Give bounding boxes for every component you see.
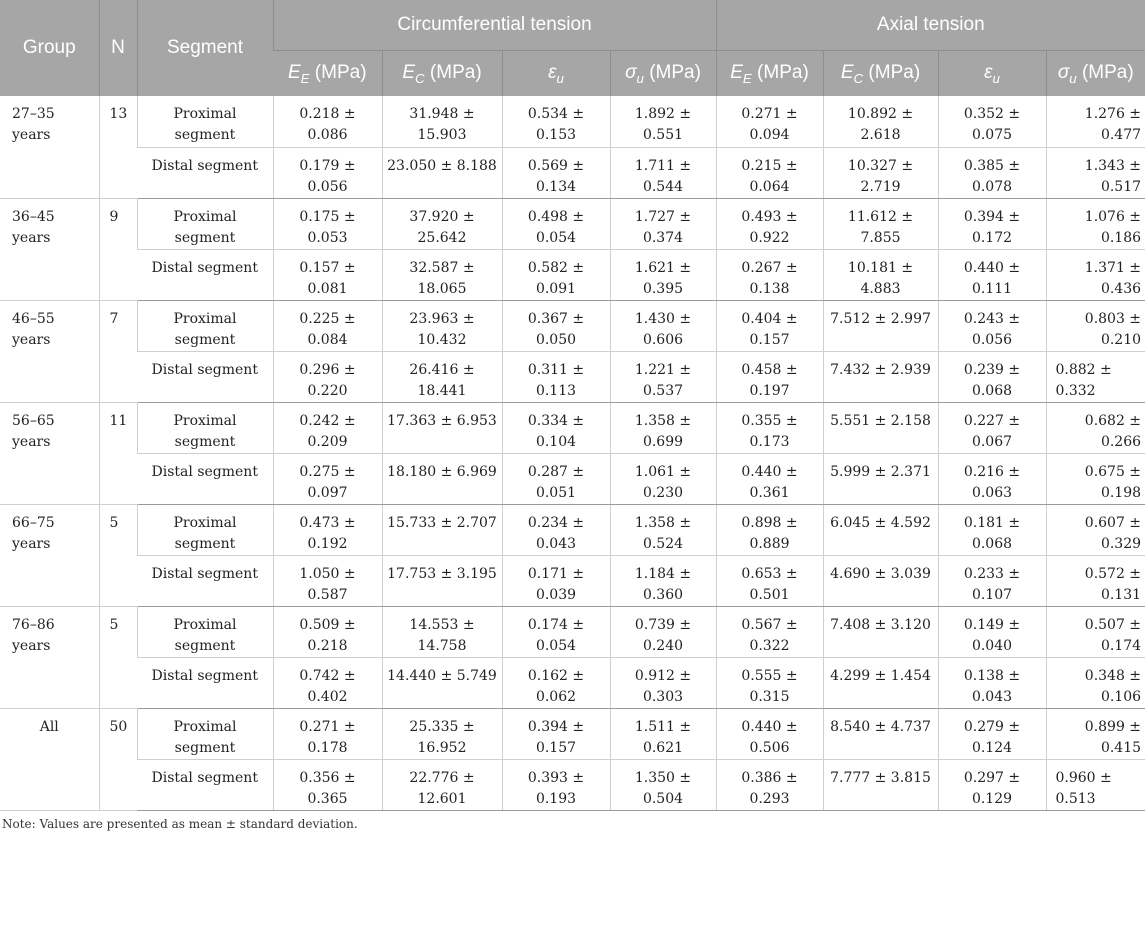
cell-value: 0.473 ± 0.192 (273, 504, 382, 555)
table-row (0, 657, 1145, 708)
cell-value: 0.355 ± 0.173 (716, 402, 823, 453)
cell-value: 0.367 ± 0.050 (502, 300, 610, 351)
n-value: 9 (99, 198, 137, 300)
cell-value: 31.948 ± 15.903 (382, 96, 502, 147)
cell-value: 10.892 ± 2.618 (823, 96, 938, 147)
n-value: 11 (99, 402, 137, 504)
cell-value: 1.221 ± 0.537 (610, 351, 716, 402)
cell-value: 0.458 ± 0.197 (716, 351, 823, 402)
n-value: 7 (99, 300, 137, 402)
group-label: 56–65 years (0, 402, 99, 504)
table-row (0, 351, 1145, 402)
cell-value: 0.334 ± 0.104 (502, 402, 610, 453)
cell-value: 0.138 ± 0.043 (938, 657, 1046, 708)
cell-value: 0.882 ± 0.332 (1046, 351, 1145, 402)
cell-value: 0.440 ± 0.111 (938, 249, 1046, 300)
cell-value: 1.358 ± 0.699 (610, 402, 716, 453)
cell-value: 0.311 ± 0.113 (502, 351, 610, 402)
cell-value: 0.271 ± 0.178 (273, 708, 382, 759)
header-circ-su: $\sigma_u$ (MPa) (610, 51, 716, 97)
cell-value: 0.675 ± 0.198 (1046, 453, 1145, 504)
segment-label: Proximal segment (137, 96, 273, 147)
cell-value: 0.267 ± 0.138 (716, 249, 823, 300)
group-label: 27–35 years (0, 96, 99, 198)
cell-value: 0.297 ± 0.129 (938, 759, 1046, 810)
cell-value: 1.621 ± 0.395 (610, 249, 716, 300)
cell-value: 0.149 ± 0.040 (938, 606, 1046, 657)
cell-value: 32.587 ± 18.065 (382, 249, 502, 300)
header-circ-eu: $\varepsilon_u$ (502, 51, 610, 97)
table-row (0, 147, 1145, 198)
cell-value: 0.653 ± 0.501 (716, 555, 823, 606)
n-value: 50 (99, 708, 137, 810)
cell-value: 1.184 ± 0.360 (610, 555, 716, 606)
segment-label: Distal segment (137, 759, 273, 810)
cell-value: 0.742 ± 0.402 (273, 657, 382, 708)
group-label: All (0, 708, 99, 810)
cell-value: 0.157 ± 0.081 (273, 249, 382, 300)
segment-label: Proximal segment (137, 504, 273, 555)
cell-value: 1.727 ± 0.374 (610, 198, 716, 249)
cell-value: 4.690 ± 3.039 (823, 555, 938, 606)
cell-value: 0.567 ± 0.322 (716, 606, 823, 657)
cell-value: 0.227 ± 0.067 (938, 402, 1046, 453)
cell-value: 0.356 ± 0.365 (273, 759, 382, 810)
cell-value: 1.343 ± 0.517 (1046, 147, 1145, 198)
cell-value: 0.572 ± 0.131 (1046, 555, 1145, 606)
cell-value: 0.898 ± 0.889 (716, 504, 823, 555)
cell-value: 0.960 ± 0.513 (1046, 759, 1145, 810)
cell-value: 14.553 ± 14.758 (382, 606, 502, 657)
cell-value: 0.569 ± 0.134 (502, 147, 610, 198)
header-axial-su: $\sigma_u$ (MPa) (1046, 51, 1145, 97)
cell-value: 1.892 ± 0.551 (610, 96, 716, 147)
cell-value: 0.287 ± 0.051 (502, 453, 610, 504)
cell-value: 0.296 ± 0.220 (273, 351, 382, 402)
cell-value: 11.612 ± 7.855 (823, 198, 938, 249)
cell-value: 0.215 ± 0.064 (716, 147, 823, 198)
cell-value: 0.394 ± 0.172 (938, 198, 1046, 249)
cell-value: 1.358 ± 0.524 (610, 504, 716, 555)
cell-value: 23.050 ± 8.188 (382, 147, 502, 198)
segment-label: Proximal segment (137, 402, 273, 453)
cell-value: 37.920 ± 25.642 (382, 198, 502, 249)
cell-value: 0.216 ± 0.063 (938, 453, 1046, 504)
cell-value: 0.275 ± 0.097 (273, 453, 382, 504)
n-value: 13 (99, 96, 137, 198)
header-axial-ee: $E_E$ (MPa) (716, 51, 823, 97)
table-row (0, 555, 1145, 606)
cell-value: 0.271 ± 0.094 (716, 96, 823, 147)
cell-value: 17.753 ± 3.195 (382, 555, 502, 606)
segment-label: Proximal segment (137, 300, 273, 351)
table-row (0, 453, 1145, 504)
table-row (0, 198, 1145, 249)
cell-value: 15.733 ± 2.707 (382, 504, 502, 555)
cell-value: 0.243 ± 0.056 (938, 300, 1046, 351)
cell-value: 0.498 ± 0.054 (502, 198, 610, 249)
cell-value: 0.607 ± 0.329 (1046, 504, 1145, 555)
cell-value: 5.551 ± 2.158 (823, 402, 938, 453)
cell-value: 7.432 ± 2.939 (823, 351, 938, 402)
cell-value: 0.440 ± 0.361 (716, 453, 823, 504)
cell-value: 0.279 ± 0.124 (938, 708, 1046, 759)
cell-value: 5.999 ± 2.371 (823, 453, 938, 504)
segment-label: Proximal segment (137, 606, 273, 657)
cell-value: 0.509 ± 0.218 (273, 606, 382, 657)
segment-label: Proximal segment (137, 708, 273, 759)
cell-value: 14.440 ± 5.749 (382, 657, 502, 708)
cell-value: 0.682 ± 0.266 (1046, 402, 1145, 453)
cell-value: 1.050 ± 0.587 (273, 555, 382, 606)
cell-value: 0.803 ± 0.210 (1046, 300, 1145, 351)
cell-value: 0.582 ± 0.091 (502, 249, 610, 300)
table-row (0, 606, 1145, 657)
cell-value: 0.225 ± 0.084 (273, 300, 382, 351)
table-note: Note: Values are presented as mean ± standard deviation. (2, 816, 358, 831)
cell-value: 25.335 ± 16.952 (382, 708, 502, 759)
header-group: Group (0, 0, 99, 96)
cell-value: 1.430 ± 0.606 (610, 300, 716, 351)
cell-value: 0.534 ± 0.153 (502, 96, 610, 147)
segment-label: Distal segment (137, 351, 273, 402)
header-axial-eu: $\varepsilon_u$ (938, 51, 1046, 97)
header-axial: Axial tension (716, 0, 1145, 51)
cell-value: 10.181 ± 4.883 (823, 249, 938, 300)
cell-value: 1.350 ± 0.504 (610, 759, 716, 810)
cell-value: 0.179 ± 0.056 (273, 147, 382, 198)
cell-value: 1.371 ± 0.436 (1046, 249, 1145, 300)
cell-value: 0.912 ± 0.303 (610, 657, 716, 708)
table-row (0, 249, 1145, 300)
table-row (0, 300, 1145, 351)
cell-value: 6.045 ± 4.592 (823, 504, 938, 555)
cell-value: 0.181 ± 0.068 (938, 504, 1046, 555)
cell-value: 0.162 ± 0.062 (502, 657, 610, 708)
cell-value: 8.540 ± 4.737 (823, 708, 938, 759)
header-circ-ec: $E_C$ (MPa) (382, 51, 502, 97)
cell-value: 0.174 ± 0.054 (502, 606, 610, 657)
n-value: 5 (99, 606, 137, 708)
n-value: 5 (99, 504, 137, 606)
group-label: 36–45 years (0, 198, 99, 300)
cell-value: 26.416 ± 18.441 (382, 351, 502, 402)
table-row (0, 708, 1145, 759)
cell-value: 23.963 ± 10.432 (382, 300, 502, 351)
table-row (0, 402, 1145, 453)
table-row (0, 504, 1145, 555)
header-circumferential: Circumferential tension (273, 0, 716, 51)
cell-value: 0.175 ± 0.053 (273, 198, 382, 249)
cell-value: 0.507 ± 0.174 (1046, 606, 1145, 657)
cell-value: 0.394 ± 0.157 (502, 708, 610, 759)
cell-value: 1.511 ± 0.621 (610, 708, 716, 759)
cell-value: 4.299 ± 1.454 (823, 657, 938, 708)
cell-value: 0.352 ± 0.075 (938, 96, 1046, 147)
segment-label: Proximal segment (137, 198, 273, 249)
cell-value: 7.777 ± 3.815 (823, 759, 938, 810)
table-row (0, 96, 1145, 147)
cell-value: 1.276 ± 0.477 (1046, 96, 1145, 147)
cell-value: 22.776 ± 12.601 (382, 759, 502, 810)
group-label: 76–86 years (0, 606, 99, 708)
cell-value: 0.899 ± 0.415 (1046, 708, 1145, 759)
cell-value: 0.218 ± 0.086 (273, 96, 382, 147)
group-label: 46–55 years (0, 300, 99, 402)
cell-value: 10.327 ± 2.719 (823, 147, 938, 198)
header-axial-ec: $E_C$ (MPa) (823, 51, 938, 97)
cell-value: 7.408 ± 3.120 (823, 606, 938, 657)
cell-value: 0.404 ± 0.157 (716, 300, 823, 351)
cell-value: 0.393 ± 0.193 (502, 759, 610, 810)
cell-value: 0.493 ± 0.922 (716, 198, 823, 249)
cell-value: 18.180 ± 6.969 (382, 453, 502, 504)
cell-value: 0.233 ± 0.107 (938, 555, 1046, 606)
cell-value: 0.385 ± 0.078 (938, 147, 1046, 198)
table-row (0, 759, 1145, 810)
segment-label: Distal segment (137, 147, 273, 198)
segment-label: Distal segment (137, 453, 273, 504)
group-label: 66–75 years (0, 504, 99, 606)
cell-value: 0.440 ± 0.506 (716, 708, 823, 759)
segment-label: Distal segment (137, 555, 273, 606)
cell-value: 0.234 ± 0.043 (502, 504, 610, 555)
cell-value: 1.061 ± 0.230 (610, 453, 716, 504)
header-n: N (99, 0, 137, 96)
segment-label: Distal segment (137, 249, 273, 300)
cell-value: 0.242 ± 0.209 (273, 402, 382, 453)
cell-value: 7.512 ± 2.997 (823, 300, 938, 351)
cell-value: 0.739 ± 0.240 (610, 606, 716, 657)
cell-value: 17.363 ± 6.953 (382, 402, 502, 453)
cell-value: 0.555 ± 0.315 (716, 657, 823, 708)
cell-value: 0.239 ± 0.068 (938, 351, 1046, 402)
cell-value: 1.076 ± 0.186 (1046, 198, 1145, 249)
header-segment: Segment (137, 0, 273, 96)
cell-value: 1.711 ± 0.544 (610, 147, 716, 198)
cell-value: 0.386 ± 0.293 (716, 759, 823, 810)
cell-value: 0.171 ± 0.039 (502, 555, 610, 606)
segment-label: Distal segment (137, 657, 273, 708)
cell-value: 0.348 ± 0.106 (1046, 657, 1145, 708)
header-circ-ee: $E_E$ (MPa) (273, 51, 382, 97)
